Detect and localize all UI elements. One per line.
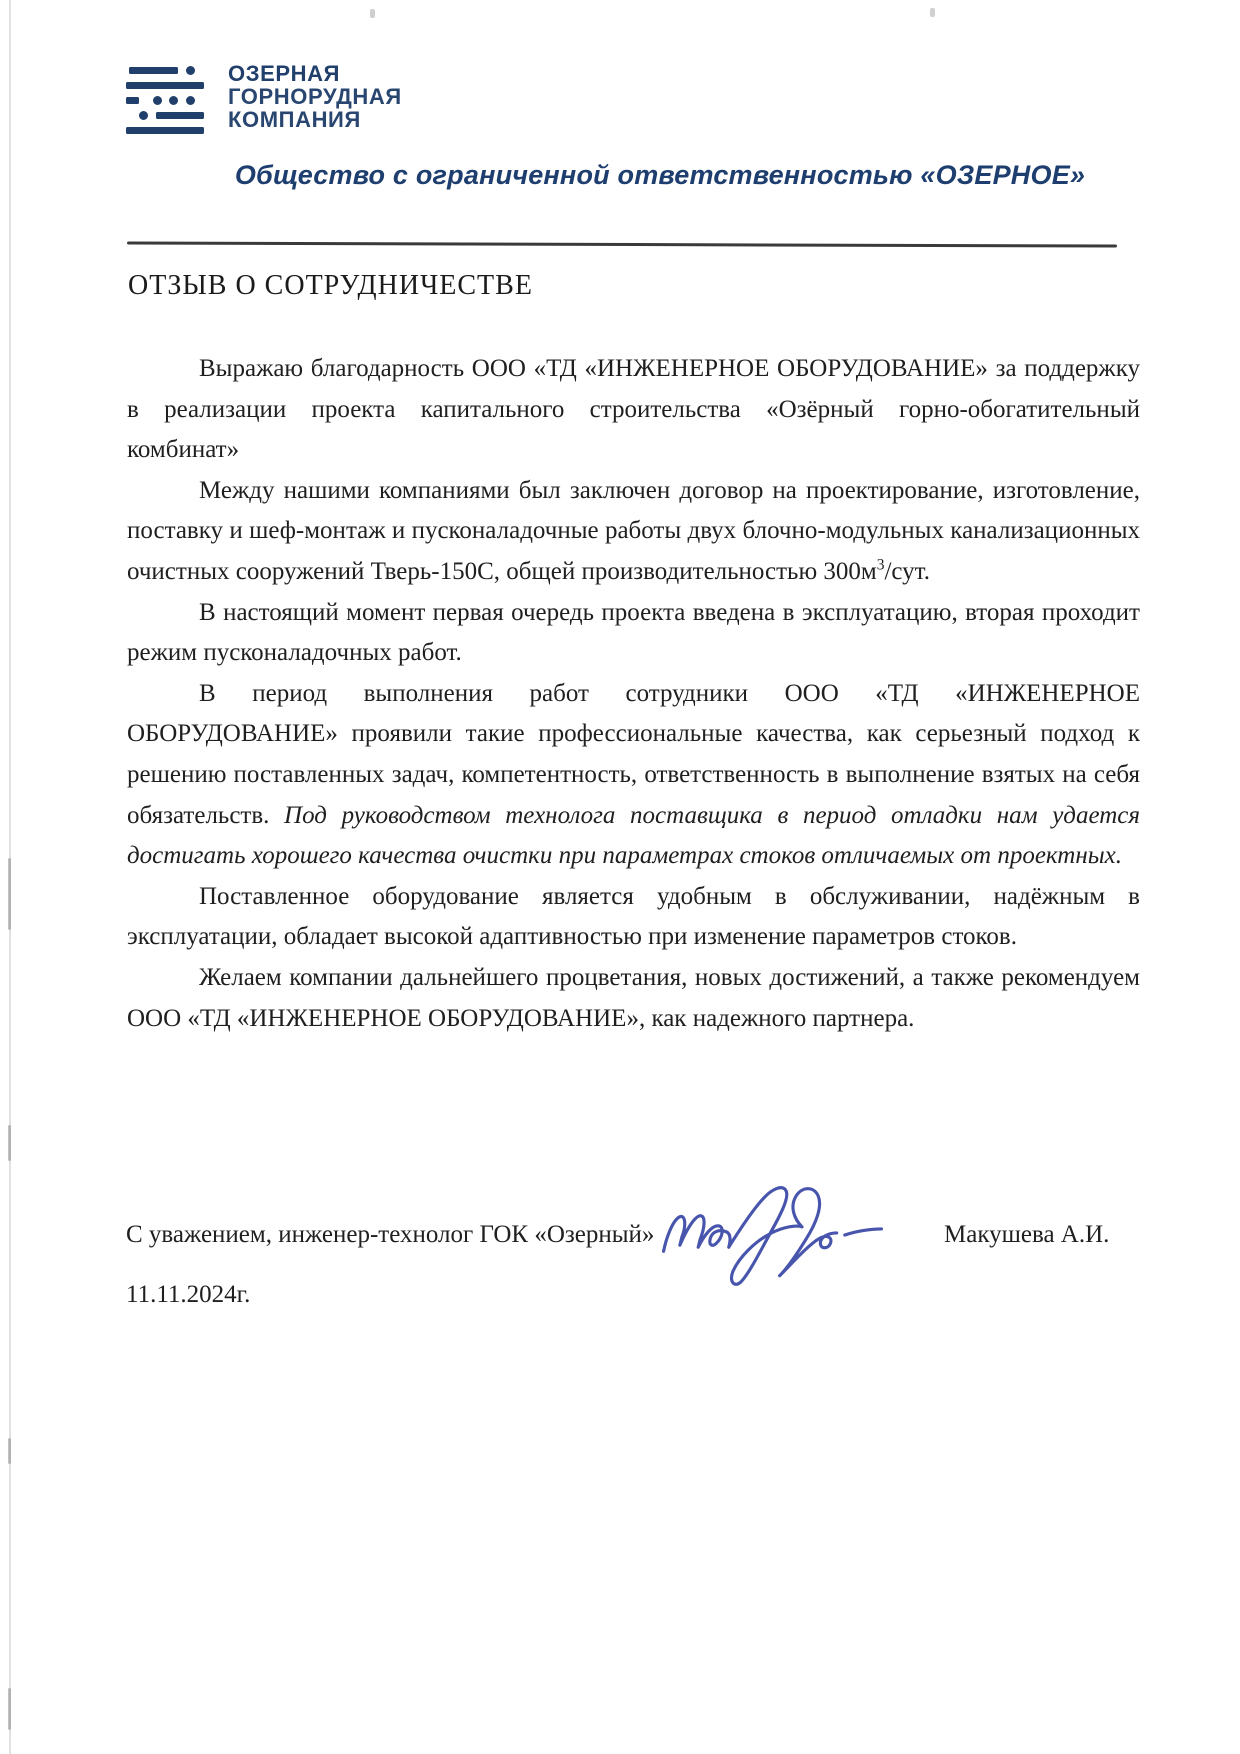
signature-date: 11.11.2024г. — [126, 1281, 251, 1308]
organization-title: Общество с ограниченной ответственностью «ОЗЕРНОЕ» — [234, 160, 1086, 190]
paragraph-segment: В настоящий момент первая очередь проекта введена в эксплуатацию, вторая проходит режим пусконаладочных работ. — [127, 598, 1140, 667]
closing-line: С уважением, инженер-технолог ГОК «Озерный» — [126, 1221, 655, 1248]
paragraph-segment: Выражаю благодарность ООО «ТД «ИНЖЕНЕРНОЕ ОБОРУДОВАНИЕ» за поддержку в реализации проекта капитального строительства «Озёрный горно-обогатительный комбинат» — [127, 355, 1140, 464]
scan-artifact — [8, 858, 11, 930]
paragraph — [127, 674, 1140, 877]
scan-artifact — [370, 9, 375, 18]
paragraph — [127, 593, 1140, 674]
scan-artifact — [930, 8, 935, 17]
company-logo-mark — [126, 66, 206, 138]
company-logo-text — [228, 62, 402, 131]
paragraph — [127, 471, 1140, 593]
paragraph-segment: /сут. — [884, 557, 930, 585]
paragraph-segment: В период выполнения работ сотрудники ООО «ТД «ИНЖЕНЕРНОЕ ОБОРУДОВАНИЕ» проявили такие профессиональные качества, как серьезный подход к решению поставленных задач, компетентность, ответственность в выполнение взятых на себя обязательств. — [127, 679, 1140, 829]
handwritten-signature — [655, 1178, 890, 1290]
paragraph-segment: 3 — [876, 556, 885, 574]
paragraph-segment: Под руководством технолога поставщика в период отладки нам удается достигать хорошего качества очистки при параметрах стоков отличаемых от проектных. — [127, 801, 1140, 870]
header-rule — [127, 241, 1117, 247]
body-paragraphs — [127, 349, 1140, 1039]
paragraph — [127, 877, 1140, 958]
company-logo — [126, 58, 402, 138]
paragraph — [127, 958, 1140, 1039]
paragraph-segment: Желаем компании дальнейшего процветания, новых достижений, а также рекомендуем ООО «ТД «ИНЖЕНЕРНОЕ ОБОРУДОВАНИЕ», как надежного партнера. — [127, 963, 1140, 1032]
logo-line-2: ГОРНОРУДНАЯ — [228, 84, 402, 109]
scan-artifact — [8, 1688, 11, 1730]
paragraph-segment: Поставленное оборудование является удобным в обслуживании, надёжным в эксплуатации, обладает высокой адаптивностью при изменение параметров стоков. — [127, 882, 1140, 951]
scan-artifact — [8, 1438, 11, 1464]
signer-name: Макушева А.И. — [944, 1221, 1110, 1248]
logo-line-1: ОЗЕРНАЯ — [228, 61, 341, 86]
paragraph-segment: Между нашими компаниями был заключен договор на проектирование, изготовление, поставку и шеф-монтаж и пусконаладочные работы двух блочно-модульных канализационных очистных сооружений Тверь-150С, общей производительностью 300м — [127, 476, 1140, 585]
paragraph — [127, 349, 1140, 471]
logo-line-3: КОМПАНИЯ — [228, 107, 361, 132]
scan-artifact — [8, 1125, 11, 1161]
document-heading: ОТЗЫВ О СОТРУДНИЧЕСТВЕ — [128, 270, 533, 301]
